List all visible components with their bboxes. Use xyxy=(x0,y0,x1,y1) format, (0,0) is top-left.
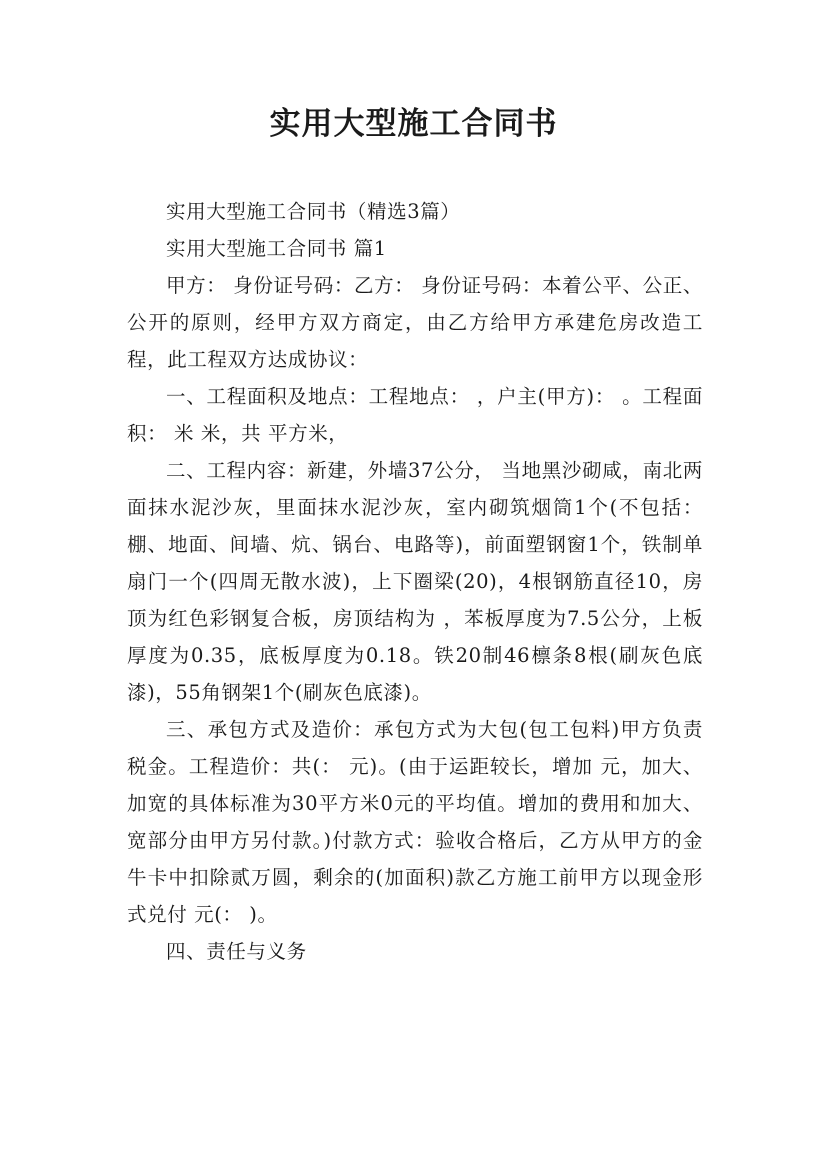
document-body xyxy=(127,193,703,970)
paragraph-clause-1: 一、工程面积及地点：工程地点： ，户主(甲方)： 。工程面积： 米 米，共 平方米， xyxy=(127,385,703,445)
paragraph-clause-4-heading: 四、责任与义务 xyxy=(166,940,307,963)
paragraph-clause-2: 二、工程内容：新建，外墙37公分， 当地黑沙砌咸，南北两面抹水泥沙灰，里面抹水泥沙灰，室内砌筑烟筒1个(不包括：棚、地面、间墙、炕、锅台、电路等)，前面塑钢窗1个，铁制单扇门一个(四周无散水波)，上下圈梁(20)，4根钢筋直径10，房顶为红色彩钢复合板，房顶结构为 ，苯板厚度为7.5公分，上板厚度为0.35，底板厚度为0.18。铁20制46檩条8根(刷灰色底漆)，55角钢架1个(刷灰色底漆)。 xyxy=(127,459,703,704)
paragraph-parties: 甲方： 身份证号码：乙方： 身份证号码：本着公平、公正、公开的原则，经甲方双方商定，由乙方给甲方承建危房改造工程，此工程双方达成协议： xyxy=(127,274,703,371)
document-title: 实用大型施工合同书 xyxy=(269,106,558,142)
paragraph-clause-3: 三、承包方式及造价：承包方式为大包(包工包料)甲方负责税金。工程造价：共(： 元)。(由于运距较长，增加 元，加大、加宽的具体标准为30平方米0元的平均值。增加的费用和加大、宽部分由甲方另付款。)付款方式：验收合格后，乙方从甲方的金牛卡中扣除贰万圆，剩余的(加面积)款乙方施工前甲方以现金形式兑付 元(： )。 xyxy=(127,718,703,926)
paragraph-subtitle: 实用大型施工合同书（精选3篇） xyxy=(166,200,461,223)
paragraph-section-heading: 实用大型施工合同书 篇1 xyxy=(166,237,387,260)
